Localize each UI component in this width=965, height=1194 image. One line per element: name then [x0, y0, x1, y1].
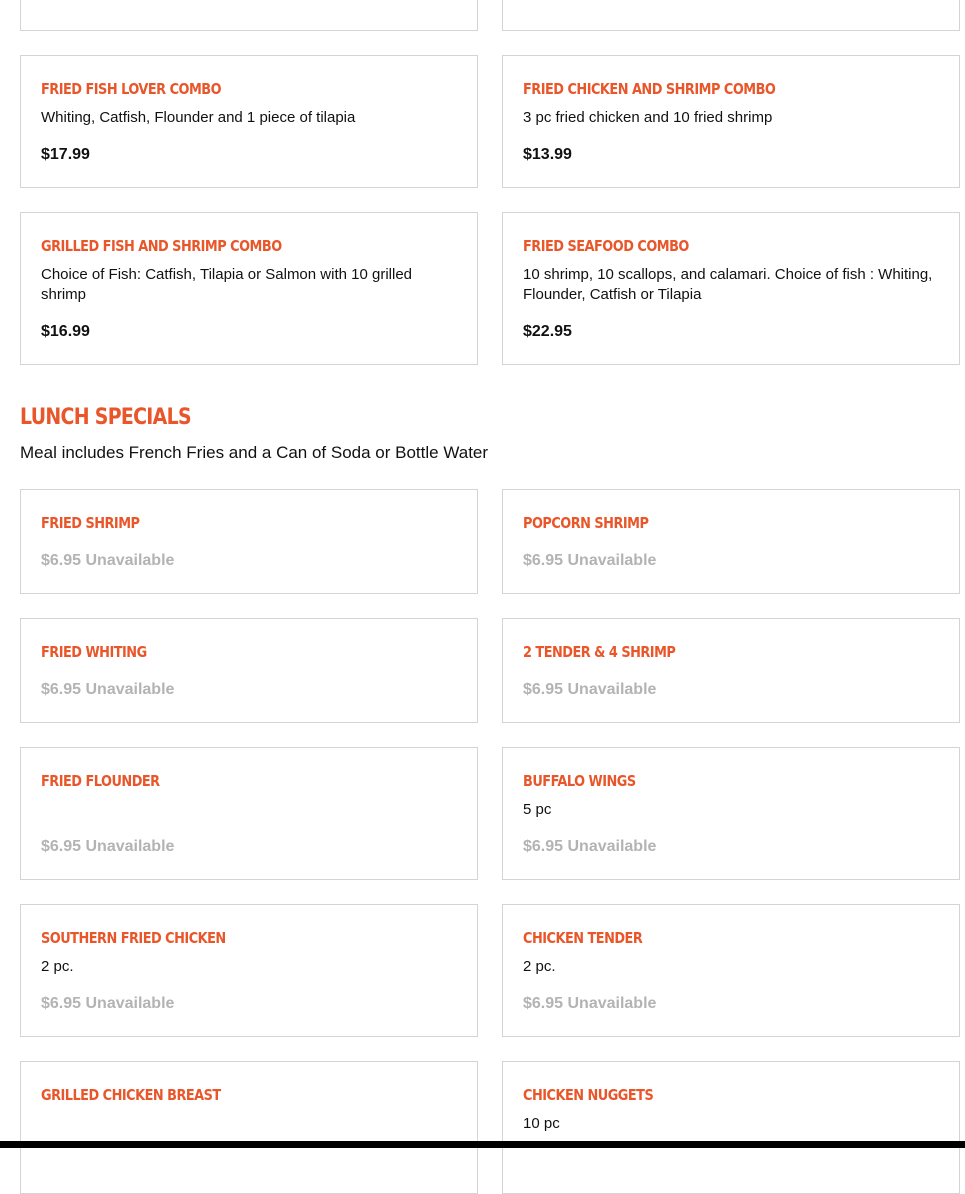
menu-item-card-fried-seafood-combo[interactable]	[502, 212, 960, 365]
item-description: Choice of Fish: Catfish, Tilapia or Salmon with 10 grilled shrimp	[41, 266, 413, 303]
item-price-unavailable: $6.95 Unavailable	[523, 838, 657, 855]
item-title: FRIED CHICKEN AND SHRIMP COMBO	[523, 80, 776, 98]
menu-item-card-fried-fish-lover-combo[interactable]	[20, 55, 478, 188]
item-description: 10 shrimp, 10 scallops, and calamari. Choice of fish : Whiting, Flounder, Catfish or Tilapia	[523, 266, 933, 303]
item-title: POPCORN SHRIMP	[523, 514, 649, 532]
item-description: 2 pc.	[523, 958, 556, 975]
item-description: 10 pc	[523, 1115, 560, 1132]
menu-item-card-popcorn-shrimp[interactable]	[502, 489, 960, 594]
item-price: $17.99	[41, 146, 90, 163]
item-price-unavailable: $6.95 Unavailable	[523, 552, 657, 569]
item-price-unavailable: $6.95 Unavailable	[523, 681, 657, 698]
section-title-lunch-specials: LUNCH SPECIALS	[20, 405, 191, 430]
menu-item-card-2-tender-4-shrimp[interactable]	[502, 618, 960, 723]
item-title: 2 TENDER & 4 SHRIMP	[523, 643, 676, 661]
menu-item-card-fried-chicken-and-shrimp-combo[interactable]	[502, 55, 960, 188]
item-description: 5 pc	[523, 801, 552, 818]
menu-item-card-chicken-tender[interactable]	[502, 904, 960, 1037]
item-price-unavailable: $6.95 Unavailable	[41, 838, 175, 855]
item-title: BUFFALO WINGS	[523, 772, 636, 790]
item-price-unavailable: $6.95 Unavailable	[41, 552, 175, 569]
item-title: CHICKEN NUGGETS	[523, 1086, 654, 1104]
menu-item-card-fried-whiting[interactable]	[20, 618, 478, 723]
item-price: $13.99	[523, 146, 572, 163]
menu-item-card-fried-flounder[interactable]	[20, 747, 478, 880]
item-title: GRILLED CHICKEN BREAST	[41, 1086, 221, 1104]
menu-item-card[interactable]	[502, 0, 960, 31]
item-price-unavailable: $6.95 Unavailable	[41, 681, 175, 698]
menu-item-card-grilled-chicken-breast[interactable]	[20, 1061, 478, 1194]
item-description: Whiting, Catfish, Flounder and 1 piece of tilapia	[41, 109, 356, 126]
item-price: $16.99	[41, 323, 90, 340]
item-price: $22.95	[523, 323, 572, 340]
item-title: FRIED FLOUNDER	[41, 772, 160, 790]
item-price-unavailable: $6.95 Unavailable	[523, 995, 657, 1012]
item-title: FRIED WHITING	[41, 643, 147, 661]
item-title: FRIED SHRIMP	[41, 514, 140, 532]
menu-item-card-grilled-fish-and-shrimp-combo[interactable]	[20, 212, 478, 365]
menu-item-card-southern-fried-chicken[interactable]	[20, 904, 478, 1037]
item-title: FRIED SEAFOOD COMBO	[523, 237, 689, 255]
menu-item-card-fried-shrimp[interactable]	[20, 489, 478, 594]
item-title: FRIED FISH LOVER COMBO	[41, 80, 222, 98]
menu-item-card-buffalo-wings[interactable]	[502, 747, 960, 880]
bottom-bar	[0, 1141, 965, 1148]
section-subtitle: Meal includes French Fries and a Can of Soda or Bottle Water	[20, 443, 489, 462]
item-title: CHICKEN TENDER	[523, 929, 643, 947]
menu-item-card[interactable]	[20, 0, 478, 31]
menu-item-card-chicken-nuggets[interactable]	[502, 1061, 960, 1194]
item-price-unavailable: $6.95 Unavailable	[41, 995, 175, 1012]
item-description: 2 pc.	[41, 958, 74, 975]
item-title: SOUTHERN FRIED CHICKEN	[41, 929, 226, 947]
item-title: GRILLED FISH AND SHRIMP COMBO	[41, 237, 282, 255]
item-description: 3 pc fried chicken and 10 fried shrimp	[523, 109, 773, 126]
